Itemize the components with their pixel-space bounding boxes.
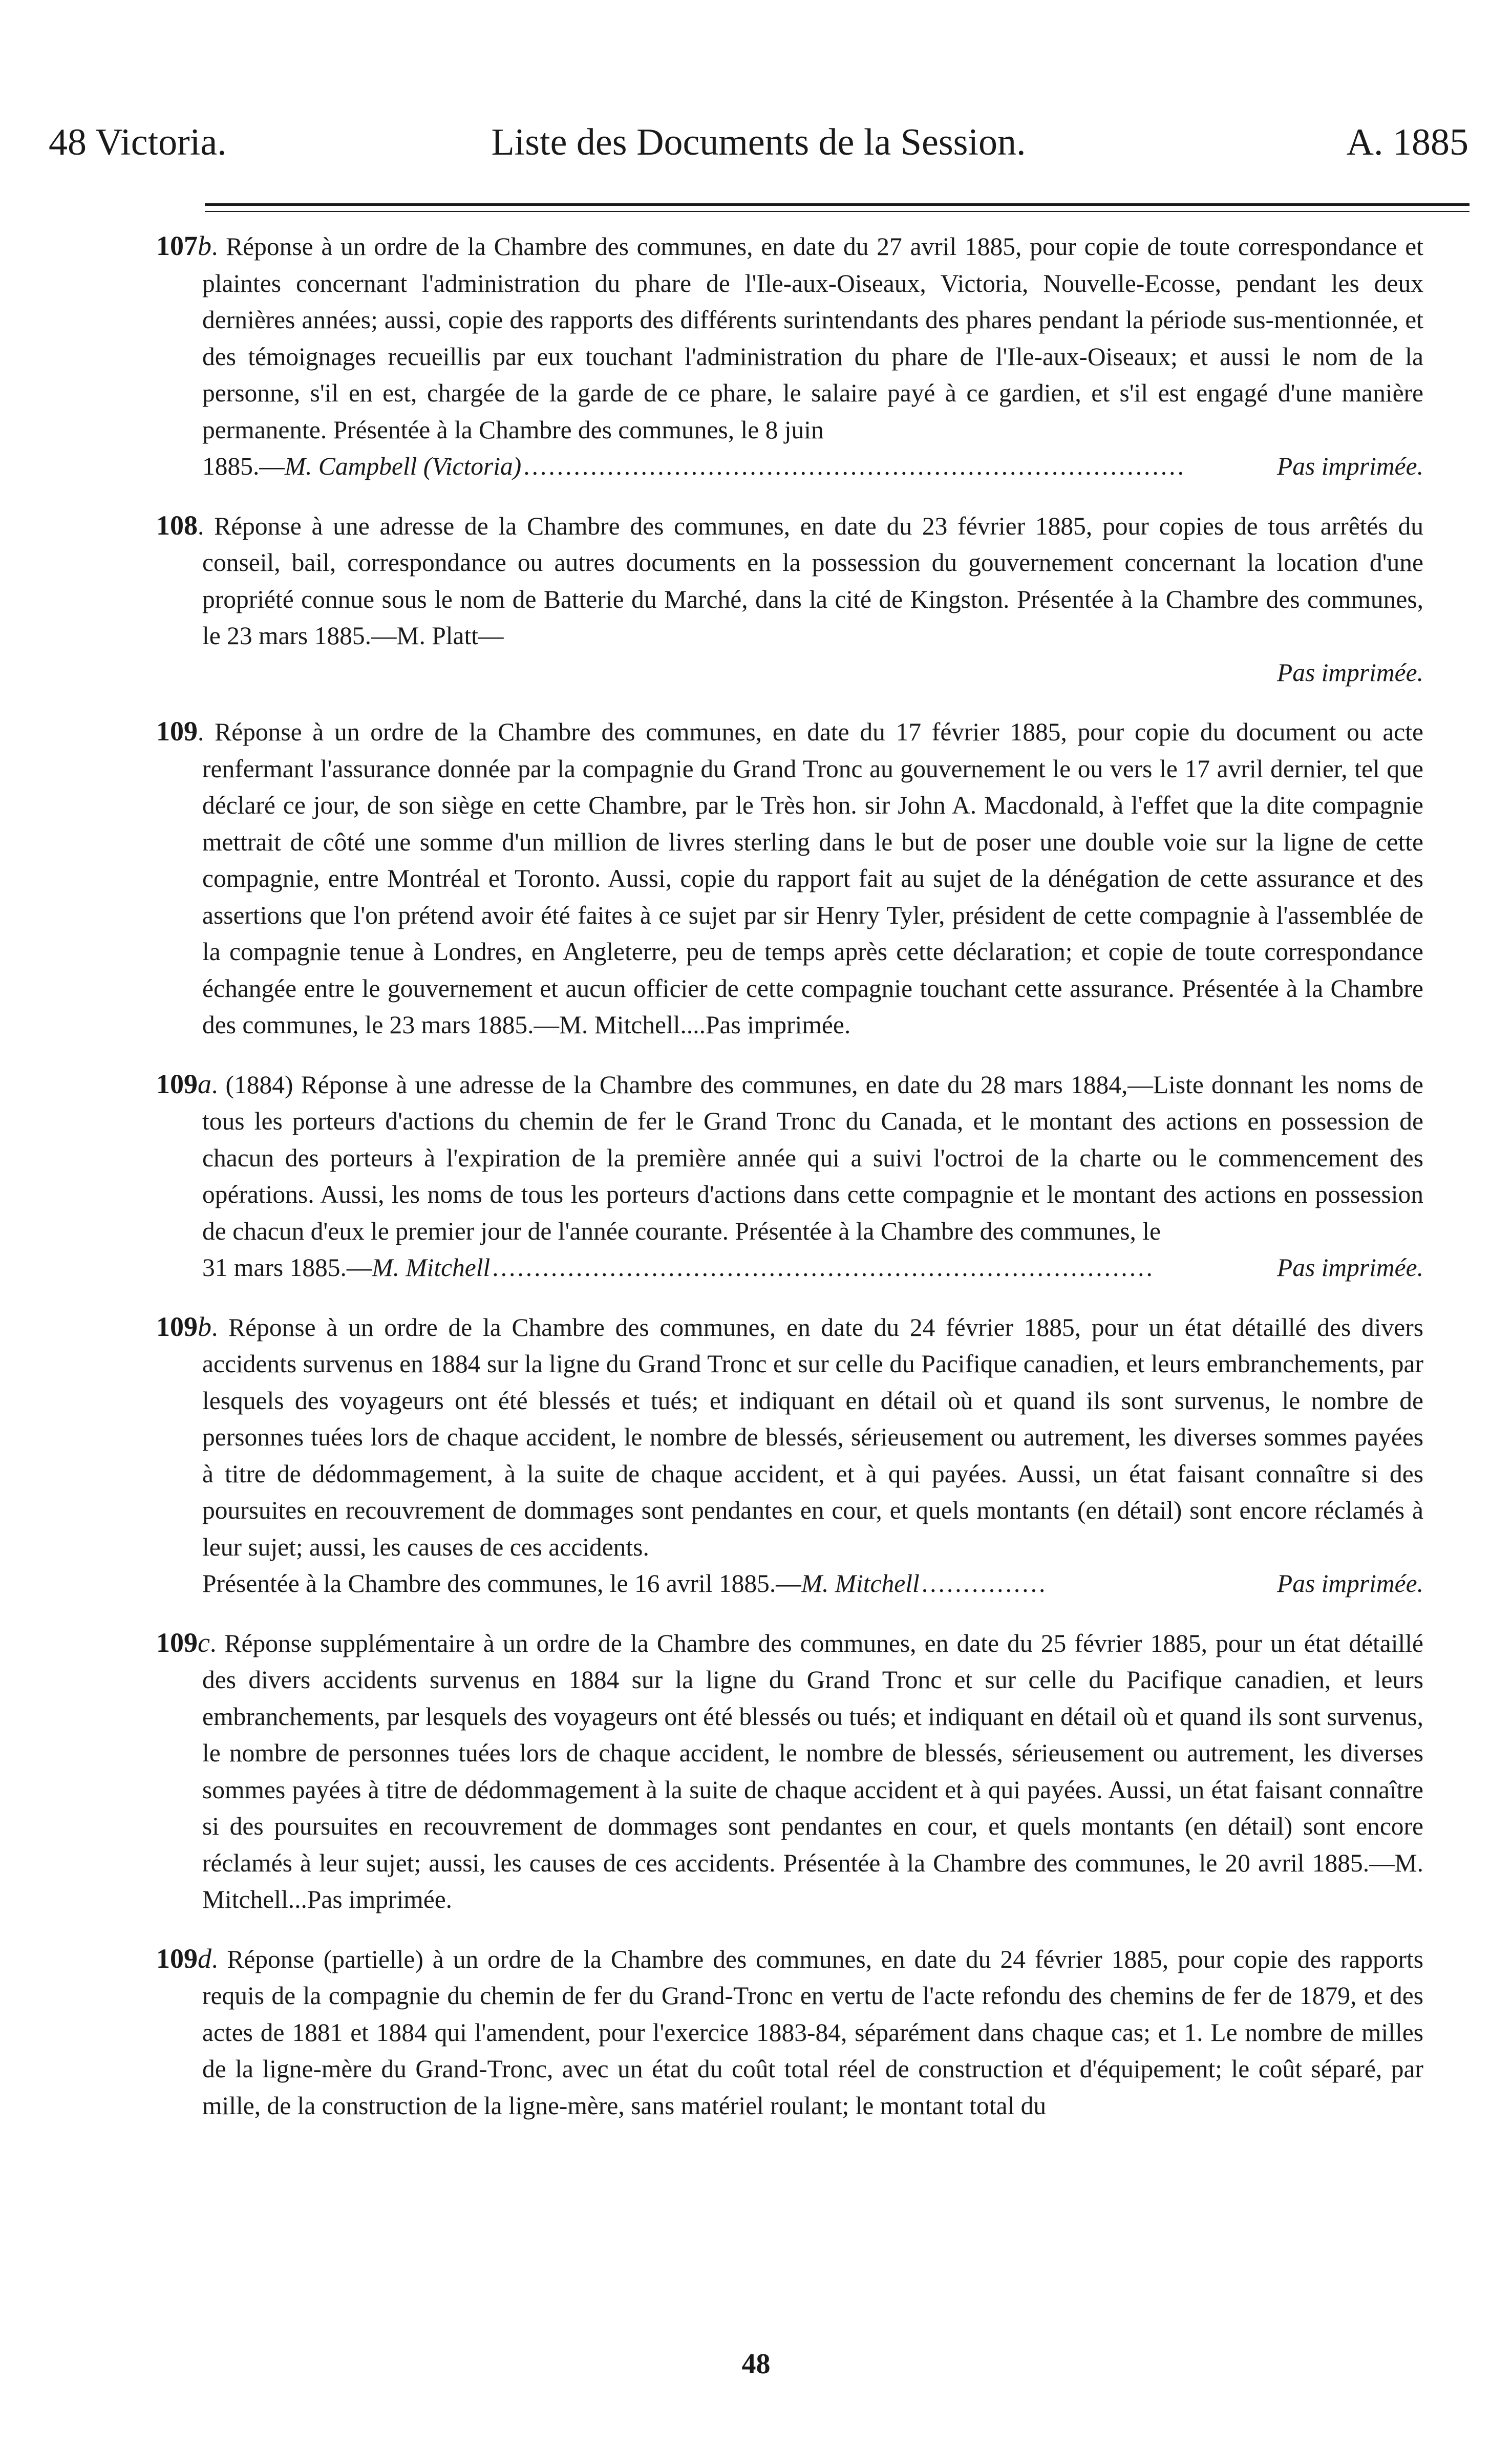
leader-dots: ............................................................................... <box>523 452 1186 480</box>
entry-number: 107b <box>156 230 211 261</box>
entry-status: Pas imprimée. <box>1277 452 1423 480</box>
leader-dots: ............... <box>921 1569 1048 1598</box>
entry-number: 109d <box>156 1943 211 1974</box>
header-rule-thick <box>205 203 1470 206</box>
entry-109c <box>156 1625 1423 1918</box>
entry-body: . Réponse à une adresse de la Chambre des communes, en date du 23 février 1885, pour copies de tous arrêtés du conseil, bail, correspondance ou autres documents en la possession du gouvernement concernant la location d'une propriété connue sous le nom de Batterie du Marché, dans la cité de Kingston. Présentée à la Chambre des communes, le 23 mars 1885.—M. Platt— <box>198 512 1423 650</box>
entry-number: 109c <box>156 1627 210 1658</box>
header-title: Liste des Documents de la Session. <box>491 121 1026 163</box>
entry-number: 109a <box>156 1068 211 1099</box>
entry-signature: M. Mitchell <box>801 1569 920 1598</box>
entry-status: Pas imprimée. <box>1277 1253 1423 1282</box>
entry-109b <box>156 1309 1423 1602</box>
entry-body: . Réponse à un ordre de la Chambre des communes, en date du 24 février 1885, pour un état détaillé des divers accidents survenus en 1884 sur la ligne du Grand Tronc et sur celle du Pacifique canadien, et leurs embranchements, par lesquels des voyageurs ont été blessés et tués; et indiquant en détail où et quand ils sont survenus, le nombre de personnes tuées lors de chaque accident, le nombre de blessés, sérieusement ou autrement, les diverses sommes payées à titre de dédommagement, à la suite de chaque accident, et à qui payées. Aussi, un état faisant connaître si des poursuites en recouvrement de dommages sont pendantes en cour, et quels montants (en détail) sont encore réclamés à leur sujet; aussi, les causes de ces accidents. <box>202 1313 1423 1561</box>
entry-status: Pas imprimée. <box>1277 1569 1423 1598</box>
entry-body: . (1884) Réponse à une adresse de la Chambre des communes, en date du 28 mars 1884,—Liste donnant les noms de tous les porteurs d'actions du chemin de fer le Grand Tronc du Canada, et le montant des actions en possession de chacun des porteurs à l'expiration de la première année qui a suivi l'octroi de la charte ou le commencement des opérations. Aussi, les noms de tous les porteurs d'actions dans cette compagnie et le montant des actions en possession de chacun d'eux le premier jour de l'année courante. Présentée à la Chambre des communes, le <box>202 1070 1423 1245</box>
entry-body: . Réponse à un ordre de la Chambre des communes, en date du 27 avril 1885, pour copie de toute correspondance et plaintes concernant l'administration du phare de l'Ile-aux-Oiseaux, Victoria, Nouvelle-Ecosse, pendant les deux dernières années; aussi, copie des rapports des différents surintendants des phares pendant la période sus-mentionnée, et des témoignages recueillis par eux touchant l'administration du phare de l'Ile-aux-Oiseaux; et aussi le nom de la personne, s'il en est, chargée de la garde de ce phare, le salaire payé à ce gardien, et s'il est engagé d'une manière permanente. Présentée à la Chambre des communes, le 8 juin <box>202 232 1423 444</box>
page-header <box>49 117 1468 168</box>
page-number: 48 <box>741 2348 771 2380</box>
entry-109 <box>156 713 1423 1044</box>
entry-109a <box>156 1066 1423 1286</box>
leader-dots: ............................................................................... <box>492 1253 1155 1282</box>
entry-tail: 1885.— M. Campbell (Victoria) ............................................................................... Pas imprimée. <box>202 448 1423 485</box>
entries-list <box>156 228 1423 2146</box>
entry-status: Pas imprimée. <box>1277 658 1423 687</box>
entry-number: 109 <box>156 716 198 747</box>
header-rule-thin <box>205 211 1470 212</box>
entry-body: . Réponse supplémentaire à un ordre de la Chambre des communes, en date du 25 février 1885, pour un état détaillé des divers accidents survenus en 1884 sur la ligne du Grand Tronc et sur celle du Pacifique canadien, et leurs embranchements, par lesquels des voyageurs ont été blessés ou tués; et indiquant en détail où et quand ils sont survenus, le nombre de personnes tuées lors de chaque accident, le nombre de blessés, sérieusement ou autrement, les diverses sommes payées à titre de dédommagement à la suite de chaque accident et à qui payées. Aussi, un état faisant connaître si des poursuites en recouvrement de dommages sont pendantes en cour, et quels montants (en détail) sont encore réclamés à leur sujet; aussi, les causes de ces accidents. Présentée à la Chambre des communes, le 20 avril 1885.—M. Mitchell...Pas imprimée. <box>202 1629 1423 1913</box>
entry-signature: M. Campbell (Victoria) <box>284 452 522 480</box>
header-volume: 48 Victoria. <box>49 121 227 163</box>
entry-number: 109b <box>156 1311 211 1342</box>
entry-109d <box>156 1941 1423 2124</box>
entry-tail: 31 mars 1885.— M. Mitchell ............................................................................... Pas imprimée. <box>202 1249 1423 1286</box>
entry-body: . Réponse à un ordre de la Chambre des communes, en date du 17 février 1885, pour copie du document ou acte renfermant l'assurance donnée par la compagnie du Grand Tronc au gouvernement le ou vers le 17 avril dernier, tel que déclaré ce jour, de son siège en cette Chambre, par le Très hon. sir John A. Macdonald, à l'effet que la dite compagnie mettrait de côté une somme d'un million de livres sterling dans le but de poser une double voie sur la ligne de cette compagnie, entre Montréal et Toronto. Aussi, copie du rapport fait au sujet de la dénégation de cette assurance et des assertions que l'on prétend avoir été faites à ce sujet par sir Henry Tyler, président de cette compagnie à l'assemblée de la compagnie tenue à Londres, en Angleterre, peu de temps après cette déclaration; et copie de toute correspondance échangée entre le gouvernement et aucun officier de cette compagnie touchant cette assurance. Présentée à la Chambre des communes, le 23 mars 1885.—M. Mitchell....Pas imprimée. <box>198 718 1423 1039</box>
entry-signature: M. Mitchell <box>372 1253 491 1282</box>
entry-108 <box>156 507 1423 691</box>
entry-number: 108 <box>156 509 198 541</box>
header-year: A. 1885 <box>1346 121 1468 163</box>
entry-body: . Réponse (partielle) à un ordre de la Chambre des communes, en date du 24 février 1885, pour copie des rapports requis de la compagnie du chemin de fer du Grand-Tronc en vertu de l'acte refondu des chemins de fer de 1879, et des actes de 1881 et 1884 qui l'amendent, pour l'exercice 1883-84, séparément dans chaque cas; et 1. Le nombre de milles de la ligne-mère du Grand-Tronc, avec un état du coût total réel de construction et d'équipement; le coût séparé, par mille, de la construction de la ligne-mère, sans matériel roulant; le montant total du <box>202 1945 1423 2120</box>
entry-tail: Présentée à la Chambre des communes, le 16 avril 1885.— M. Mitchell ............... Pas imprimée. <box>202 1565 1423 1602</box>
entry-107b <box>156 228 1423 485</box>
